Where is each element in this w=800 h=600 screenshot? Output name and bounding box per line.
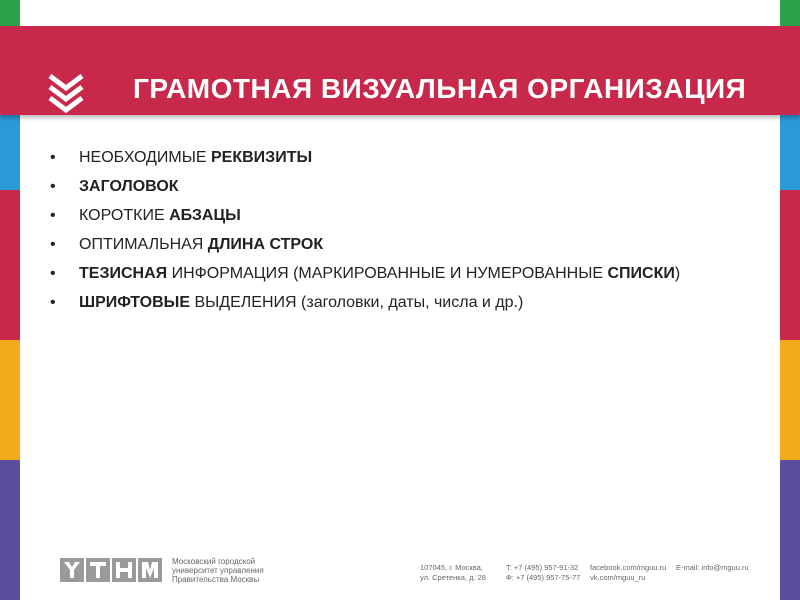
bullet-list [46,147,706,321]
page-title: ГРАМОТНАЯ ВИЗУАЛЬНАЯ ОРГАНИЗАЦИЯ [133,73,747,104]
item-text: ВЫДЕЛЕНИЯ (заголовки, даты, числа и др.) [190,294,524,311]
item-text: КОРОТКИЕ [79,207,170,224]
list-item [46,263,706,285]
list-item [46,234,706,256]
item-text-bold: РЕКВИЗИТЫ [211,149,313,166]
item-text-bold: ТЕЗИСНАЯ [79,265,168,282]
list-item [46,292,706,314]
university-logo-icon [60,558,164,582]
footer-address: 107045, г. Москва, ул. Сретенка, д. 28 [420,563,486,582]
item-text-bold: ШРИФТОВЫЕ [79,294,191,311]
list-item [46,147,706,169]
title-bar [0,26,800,115]
footer-email[interactable]: E-mail: info@mguu.ru [676,563,749,572]
bullet-dot: • [50,236,56,253]
item-text-bold: ЗАГОЛОВОК [79,178,179,195]
bullet-dot: • [50,207,56,224]
vk-link[interactable]: vk.com/mguu_ru [590,573,646,582]
item-text-bold: СПИСКИ [607,265,675,282]
chevrons-down-icon [44,70,88,114]
item-text-bold: ДЛИНА СТРОК [207,236,324,253]
footer [0,548,800,588]
footer-phones: T: +7 (495) 957-91-32 Ф: +7 (495) 957-75-77 [506,563,581,582]
item-text: ИНФОРМАЦИЯ (МАРКИРОВАННЫЕ И НУМЕРОВАННЫЕ [167,265,608,282]
item-text: ОПТИМАЛЬНАЯ [79,236,208,253]
org-name: Московский городской университет управления Правительства Москвы [172,557,264,584]
item-text: ) [674,265,681,282]
facebook-link[interactable]: facebook.com/mguu.ru [590,563,667,572]
item-text-bold: АБЗАЦЫ [169,207,241,224]
bullet-dot: • [50,294,56,311]
bullet-dot: • [50,149,56,166]
footer-social [590,563,666,583]
bullet-dot: • [50,178,56,195]
bullet-dot: • [50,265,56,282]
list-item [46,205,706,227]
item-text: НЕОБХОДИМЫЕ [79,149,211,166]
list-item [46,176,706,198]
